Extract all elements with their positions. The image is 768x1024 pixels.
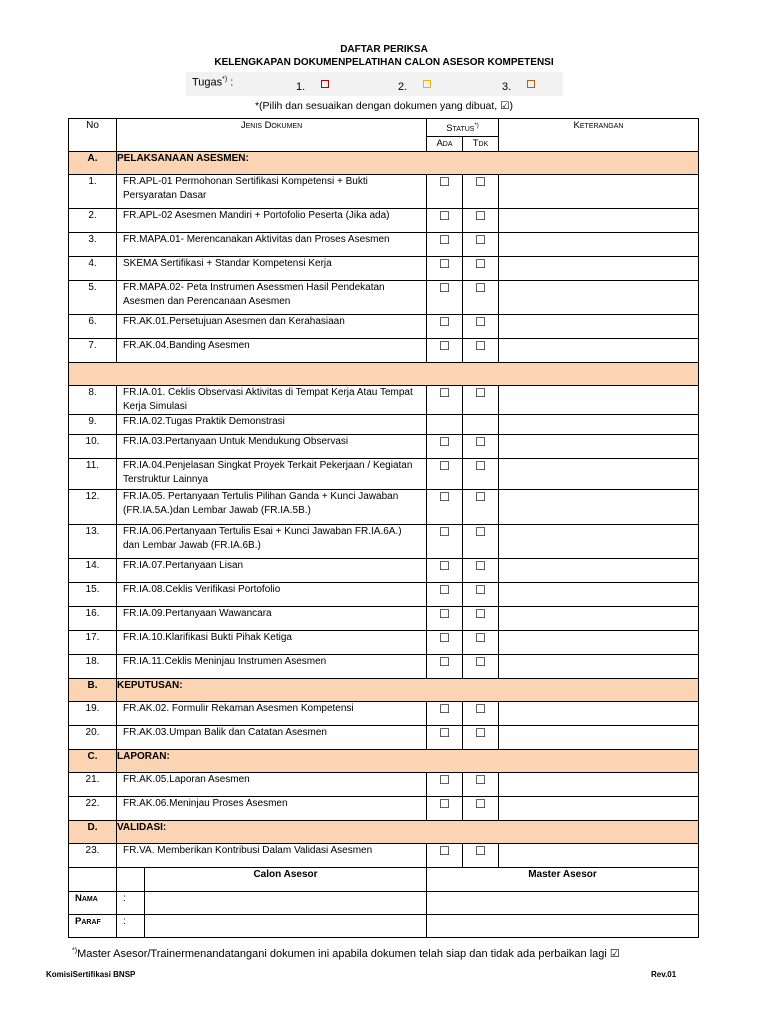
master-asesor-label: Master Asesor (427, 868, 699, 892)
keterangan-cell[interactable] (499, 773, 699, 797)
section-a-row: A. PELAKSANAAN ASESMEN: (69, 152, 699, 175)
col-tdk: Tdk (463, 137, 499, 152)
footer-right: Rev.01 (651, 970, 677, 979)
checkbox-tdk[interactable]: ☐ (463, 773, 499, 797)
keterangan-cell[interactable] (499, 435, 699, 459)
checklist-table (68, 118, 699, 938)
keterangan-cell[interactable] (499, 607, 699, 631)
keterangan-cell[interactable] (499, 339, 699, 363)
table-row: 18. FR.IA.11.Ceklis Meninjau Instrumen Asesmen ☐ ☐ (69, 655, 699, 679)
keterangan-cell[interactable] (499, 315, 699, 339)
calon-asesor-label: Calon Asesor (145, 868, 427, 892)
section-b-row: B. KEPUTUSAN: (69, 679, 699, 702)
table-row: 9. FR.IA.02.Tugas Praktik Demonstrasi (69, 415, 699, 435)
table-row: 10. FR.IA.03.Pertanyaan Untuk Mendukung Observasi ☐ ☐ (69, 435, 699, 459)
nama-label: Nama (69, 892, 117, 915)
checkbox-ada[interactable]: ☐ (427, 233, 463, 257)
checkbox-ada[interactable]: ☐ (427, 631, 463, 655)
col-ada: Ada (427, 137, 463, 152)
checkbox-tdk[interactable]: ☐ (463, 583, 499, 607)
checkbox-ada[interactable]: ☐ (427, 281, 463, 315)
col-no: No (69, 119, 117, 152)
checkbox-ada[interactable]: ☐ (427, 655, 463, 679)
checkbox-tdk[interactable]: ☐ (463, 175, 499, 209)
section-c-row: C. LAPORAN: (69, 750, 699, 773)
checkbox-tdk[interactable]: ☐ (463, 607, 499, 631)
table-row: 16. FR.IA.09.Pertanyaan Wawancara ☐ ☐ (69, 607, 699, 631)
checkbox-tdk[interactable]: ☐ (463, 435, 499, 459)
checkbox-tdk[interactable]: ☐ (463, 233, 499, 257)
paraf-calon-field[interactable] (145, 915, 427, 938)
keterangan-cell[interactable] (499, 415, 699, 435)
checkbox-ada[interactable]: ☐ (427, 797, 463, 821)
col-status: Status*) (427, 119, 499, 137)
table-row: 14. FR.IA.07.Pertanyaan Lisan ☐ ☐ (69, 559, 699, 583)
nama-master-field[interactable] (427, 892, 699, 915)
keterangan-cell[interactable] (499, 797, 699, 821)
checkbox-icon[interactable] (423, 80, 431, 88)
tugas-option-1[interactable]: 1. (296, 80, 329, 93)
keterangan-cell[interactable] (499, 257, 699, 281)
table-row: 21. FR.AK.05.Laporan Asesmen ☐ ☐ (69, 773, 699, 797)
keterangan-cell[interactable] (499, 490, 699, 525)
checkbox-tdk[interactable]: ☐ (463, 490, 499, 525)
keterangan-cell[interactable] (499, 655, 699, 679)
footer-left: KomisiSertifikasi BNSP (46, 970, 136, 979)
checkbox-tdk[interactable]: ☐ (463, 655, 499, 679)
nama-row: Nama : (69, 892, 699, 915)
checkbox-ada[interactable]: ☐ (427, 315, 463, 339)
col-jenis: Jenis Dokumen (117, 119, 427, 152)
checkbox-tdk[interactable]: ☐ (463, 726, 499, 750)
section-blank-row (69, 363, 699, 386)
tugas-option-2[interactable]: 2. (398, 80, 431, 93)
checkbox-tdk[interactable]: ☐ (463, 844, 499, 868)
checkbox-ada[interactable]: ☐ (427, 559, 463, 583)
checkbox-ada[interactable]: ☐ (427, 459, 463, 490)
table-row: 7. FR.AK.04.Banding Asesmen ☐ ☐ (69, 339, 699, 363)
keterangan-cell[interactable] (499, 631, 699, 655)
document-title: DAFTAR PERIKSA (340, 44, 428, 55)
checkbox-tdk[interactable]: ☐ (463, 315, 499, 339)
table-row: 22. FR.AK.06.Meninjau Proses Asesmen ☐ ☐ (69, 797, 699, 821)
table-row: 8. FR.IA.01. Ceklis Observasi Aktivitas di Tempat Kerja Atau Tempat Kerja Simulasi ☐ ☐ (69, 386, 699, 415)
tugas-label: Tugas*) : (192, 76, 234, 89)
checkbox-ada[interactable]: ☐ (427, 844, 463, 868)
selection-note: *(Pilih dan sesuaikan dengan dokumen yang dibuat, ☑) (254, 100, 514, 112)
checkbox-ada[interactable]: ☐ (427, 386, 463, 415)
keterangan-cell[interactable] (499, 583, 699, 607)
checkbox-tdk[interactable]: ☐ (463, 702, 499, 726)
document-subtitle: KELENGKAPAN DOKUMENPELATIHAN CALON ASESOR KOMPETENSI (214, 57, 554, 68)
paraf-label: Paraf (69, 915, 117, 938)
table-row: 6. FR.AK.01.Persetujuan Asesmen dan Kerahasiaan ☐ ☐ (69, 315, 699, 339)
checkbox-ada[interactable] (427, 415, 463, 435)
checkbox-icon[interactable] (527, 80, 535, 88)
checkbox-icon[interactable] (321, 80, 329, 88)
checkbox-ada[interactable]: ☐ (427, 607, 463, 631)
checkbox-tdk[interactable]: ☐ (463, 209, 499, 233)
table-row: 11. FR.IA.04.Penjelasan Singkat Proyek Terkait Pekerjaan / Kegiatan Terstruktur Lainnya ☐ ☐ (69, 459, 699, 490)
table-row: 12. FR.IA.05. Pertanyaan Tertulis Pilihan Ganda + Kunci Jawaban (FR.IA.5A.)dan Lembar Jawab (FR.IA.5B.) ☐ ☐ (69, 490, 699, 525)
signature-header-row (69, 868, 699, 892)
table-row: 17. FR.IA.10.Klarifikasi Bukti Pihak Ketiga ☐ ☐ (69, 631, 699, 655)
checkbox-ada[interactable]: ☐ (427, 702, 463, 726)
checkbox-ada[interactable]: ☐ (427, 435, 463, 459)
table-row: 13. FR.IA.06.Pertanyaan Tertulis Esai + Kunci Jawaban FR.IA.6A.) dan Lembar Jawab (FR.IA.6B.) ☐ ☐ (69, 525, 699, 559)
keterangan-cell[interactable] (499, 175, 699, 209)
checkbox-ada[interactable]: ☐ (427, 175, 463, 209)
keterangan-cell[interactable] (499, 233, 699, 257)
nama-calon-field[interactable] (145, 892, 427, 915)
keterangan-cell[interactable] (499, 559, 699, 583)
paraf-row: Paraf : (69, 915, 699, 938)
checkbox-ada[interactable]: ☐ (427, 726, 463, 750)
checkbox-tdk[interactable] (463, 415, 499, 435)
checkbox-ada[interactable]: ☐ (427, 339, 463, 363)
footnote: *)Master Asesor/Trainermenandatangani dokumen ini apabila dokumen telah siap dan tidak ada perbaikan lagi ☑ (72, 947, 620, 960)
checkbox-tdk[interactable]: ☐ (463, 797, 499, 821)
checkbox-tdk[interactable]: ☐ (463, 257, 499, 281)
table-row: 1. FR.APL-01 Permohonan Sertifikasi Kompetensi + Bukti Persyaratan Dasar ☐ ☐ (69, 175, 699, 209)
table-row: 23. FR.VA. Memberikan Kontribusi Dalam Validasi Asesmen ☐ ☐ (69, 844, 699, 868)
keterangan-cell[interactable] (499, 459, 699, 490)
table-row: 15. FR.IA.08.Ceklis Verifikasi Portofolio ☐ ☐ (69, 583, 699, 607)
keterangan-cell[interactable] (499, 525, 699, 559)
table-row: 20. FR.AK.03.Umpan Balik dan Catatan Asesmen ☐ ☐ (69, 726, 699, 750)
checkbox-tdk[interactable]: ☐ (463, 559, 499, 583)
keterangan-cell[interactable] (499, 702, 699, 726)
checkbox-ada[interactable]: ☐ (427, 773, 463, 797)
paraf-master-field[interactable] (427, 915, 699, 938)
checkbox-tdk[interactable]: ☐ (463, 339, 499, 363)
table-row: 3. FR.MAPA.01- Merencanakan Aktivitas dan Proses Asesmen ☐ ☐ (69, 233, 699, 257)
checkbox-ada[interactable]: ☐ (427, 490, 463, 525)
checkbox-tdk[interactable]: ☐ (463, 631, 499, 655)
keterangan-cell[interactable] (499, 726, 699, 750)
table-row: 19. FR.AK.02. Formulir Rekaman Asesmen Kompetensi ☐ ☐ (69, 702, 699, 726)
checkbox-tdk[interactable]: ☐ (463, 386, 499, 415)
checkbox-ada[interactable]: ☐ (427, 209, 463, 233)
table-row: 5. FR.MAPA.02- Peta Instrumen Asessmen Hasil Pendekatan Asesmen dan Perencanaan Asesmen ☐ ☐ (69, 281, 699, 315)
checkbox-ada[interactable]: ☐ (427, 583, 463, 607)
keterangan-cell[interactable] (499, 844, 699, 868)
table-row: 4. SKEMA Sertifikasi + Standar Kompetensi Kerja ☐ ☐ (69, 257, 699, 281)
section-d-row: D. VALIDASI: (69, 821, 699, 844)
col-keterangan: Keterangan (499, 119, 699, 152)
keterangan-cell[interactable] (499, 386, 699, 415)
checkbox-tdk[interactable]: ☐ (463, 459, 499, 490)
keterangan-cell[interactable] (499, 281, 699, 315)
checkbox-ada[interactable]: ☐ (427, 257, 463, 281)
checkbox-ada[interactable]: ☐ (427, 525, 463, 559)
keterangan-cell[interactable] (499, 209, 699, 233)
checkbox-tdk[interactable]: ☐ (463, 281, 499, 315)
checkbox-tdk[interactable]: ☐ (463, 525, 499, 559)
tugas-option-3[interactable]: 3. (502, 80, 535, 93)
table-row: 2. FR.APL-02 Asesmen Mandiri + Portofolio Peserta (Jika ada) ☐ ☐ (69, 209, 699, 233)
